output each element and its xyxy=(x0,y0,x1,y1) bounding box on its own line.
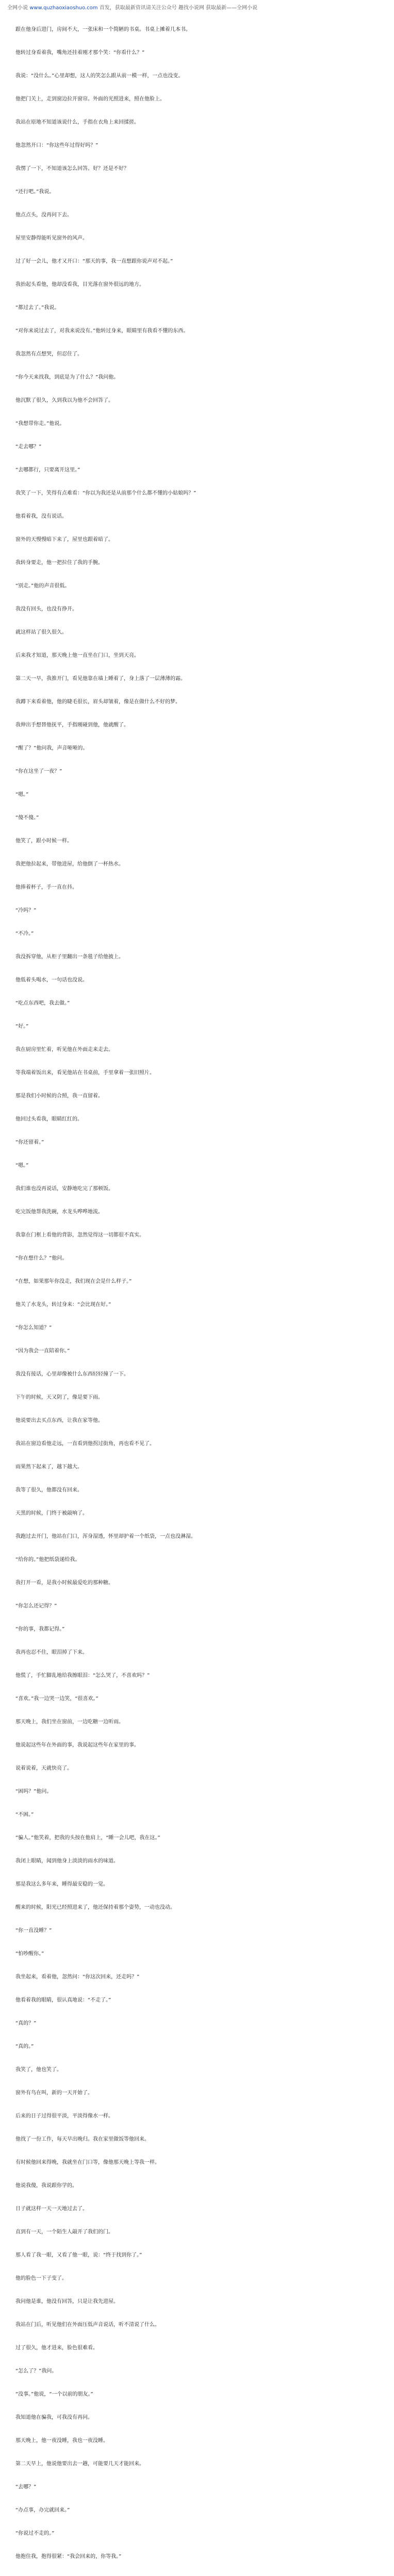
paragraph: 吃完饭他帮我洗碗，水龙头哗哗地流。 xyxy=(15,1209,103,1215)
paragraph: “你在想什么？”他问。 xyxy=(15,1256,68,1261)
paragraph: “对你来说过去了，对我来说没有。”他转过身来，眼睛里有我看不懂的东西。 xyxy=(15,328,189,334)
paragraph: 那人看了我一眼，又看了他一眼，说：“终于找到你了。” xyxy=(15,2252,142,2258)
paragraph: 我没有回头，也没有挣开。 xyxy=(15,606,77,612)
paragraph: 我把他拉起来，带他进屋，给他倒了一杯热水。 xyxy=(15,861,124,867)
paragraph: 天黑的时候，门终于被敲响了。 xyxy=(15,1511,88,1516)
paragraph: 我站在门后，听见他们在外面压低声音说话，听不清说了什么。 xyxy=(15,2322,160,2328)
paragraph: 过了很久，他才进来，脸色很难看。 xyxy=(15,2345,98,2351)
paragraph: 他回过头看我，眼睛红红的。 xyxy=(15,1116,83,1122)
paragraph: “都过去了。”我说。 xyxy=(15,305,60,311)
paragraph: 等我端着饭出来，看见他站在书桌前，手里拿着一张旧照片。 xyxy=(15,1070,155,1076)
paragraph: 我抬起头看他，他却没看我，目光落在窗外很远的地方。 xyxy=(15,282,144,287)
paragraph: 我站在原地不知道该说什么，手指在衣角上来回揉搓。 xyxy=(15,120,139,125)
notice-prefix: 全网小说 xyxy=(7,5,30,11)
paragraph: “傻不傻。” xyxy=(15,815,39,821)
paragraph: 我们谁也没再说话，安静地吃完了那顿饭。 xyxy=(15,1186,113,1192)
paragraph: “去哪都行，只要离开这里。” xyxy=(15,467,80,473)
paragraph: 他说要出去买点东西，让我在家等他。 xyxy=(15,1418,103,1423)
paragraph: “你还留着。” xyxy=(15,1140,44,1145)
paragraph: “喜欢。”我一边哭一边笑，“很喜欢。” xyxy=(15,1696,98,1702)
paragraph: 他说起这些年在外面的事，我说起这些年在家里的事。 xyxy=(15,1742,139,1748)
chapter-body xyxy=(0,13,394,2576)
site-link[interactable]: www.quzhaoxiaoshuo.com xyxy=(29,5,98,11)
paragraph: “你怎么知道？” xyxy=(15,1325,52,1331)
paragraph: 他看着我的眼睛，很认真地说：“不走了。” xyxy=(15,1997,111,2003)
paragraph: 我笑了，他也笑了。 xyxy=(15,2067,62,2073)
paragraph xyxy=(15,2569,379,2576)
paragraph: 我说：“没什么。”心里却想，这人的笑怎么跟从前一模一样，一点也没变。 xyxy=(15,73,184,79)
paragraph: 我打开一看，是我小时候最爱吃的那种糖。 xyxy=(15,1580,113,1586)
paragraph: 他忽然开口：“你这些年过得好吗？” xyxy=(15,143,98,148)
paragraph: 我没有接话，心里却像被什么东西轻轻撞了一下。 xyxy=(15,1371,129,1377)
paragraph: “你一直没睡？” xyxy=(15,1928,52,1934)
paragraph: 他转过身看着我，嘴角还挂着刚才那个笑：“你看什么？” xyxy=(15,50,145,56)
paragraph: 我跑过去开门，他站在门口，浑身湿透，怀里却护着一个纸袋，一点也没淋湿。 xyxy=(15,1534,196,1539)
paragraph: 他捧着杯子，手一直在抖。 xyxy=(15,885,77,890)
paragraph: “醒了？”他问我，声音哑哑的。 xyxy=(15,745,88,751)
paragraph: 后来我才知道，那天晚上他一直坐在门口，坐到天亮。 xyxy=(15,653,139,658)
paragraph: 他的脸色一下子变了。 xyxy=(15,2276,67,2281)
paragraph: 说着说着，天就快亮了。 xyxy=(15,1766,72,1771)
paragraph: 他关了水龙头，转过身来：“会比现在好。” xyxy=(15,1302,111,1308)
paragraph: 就这样站了很久很久。 xyxy=(15,630,67,635)
paragraph: “好。” xyxy=(15,1024,29,1029)
paragraph: 我愣了一下，不知道该怎么回答。好？还是不好？ xyxy=(15,166,129,172)
paragraph: 我没拆穿他，从柜子里翻出一条毯子给他披上。 xyxy=(15,954,124,960)
paragraph: 第二天一早，我推开门，看见他靠在墙上睡着了，身上落了一层薄薄的霜。 xyxy=(15,676,186,682)
paragraph: “你说过不走的。” xyxy=(15,2531,55,2536)
paragraph: “办点事，办完就回来。” xyxy=(15,2507,70,2513)
paragraph: 后来的日子过得很平淡，平淡得像水一样。 xyxy=(15,2113,113,2119)
paragraph: “不冷。” xyxy=(15,931,34,937)
paragraph: “吃点东西吧，我去做。” xyxy=(15,1001,70,1006)
paragraph: 我笑了一下，笑得有点难看：“你以为我还是从前那个什么都不懂的小姑娘吗？” xyxy=(15,490,196,496)
paragraph: 我站在窗边看他走远，一直看到他拐过街角，再也看不见了。 xyxy=(15,1441,155,1447)
paragraph: 我蹲下来看着他，他的睫毛很长，眉头却皱着，像是在做什么不好的梦。 xyxy=(15,699,180,705)
paragraph: 他点点头，没再问下去。 xyxy=(15,212,72,218)
paragraph: 屋里安静得能听见窗外的风声。 xyxy=(15,235,88,241)
paragraph: 他抱住我，抱得很紧：“我会回来的，你等我。” xyxy=(15,2554,122,2560)
paragraph: 那是我这么多年来，睡得最安稳的一觉。 xyxy=(15,1882,108,1887)
paragraph: 窗外有鸟在叫，新的一天开始了。 xyxy=(15,2090,93,2096)
paragraph: “你今天来找我，到底是为了什么？”我问他。 xyxy=(15,375,119,380)
paragraph: “困吗？”他问。 xyxy=(15,1789,52,1794)
paragraph: “不困。” xyxy=(15,1812,34,1818)
paragraph: 雨果然下起来了，越下越大。 xyxy=(15,1464,83,1470)
paragraph: 我再也忍不住，眼泪掉了下来。 xyxy=(15,1650,88,1655)
paragraph: “怎么了？”我问。 xyxy=(15,2368,57,2374)
paragraph: 我伸出手想替他抚平，手指刚碰到他，他就醒了。 xyxy=(15,722,129,728)
paragraph: 窗外的天慢慢暗下来了，屋里也跟着暗了。 xyxy=(15,537,113,543)
paragraph: “你在这坐了一夜？” xyxy=(15,769,62,774)
paragraph: 他说我傻，我说跟你学的。 xyxy=(15,2183,77,2189)
paragraph: “我想带你走。”他说。 xyxy=(15,421,65,427)
paragraph: 我靠在门框上看他的背影，忽然觉得这一切都很不真实。 xyxy=(15,1232,144,1238)
paragraph: 我知道他在骗我，可我没有再问。 xyxy=(15,2415,93,2420)
paragraph: 那天晚上，我们坐在窗前，一边吃糖一边听雨。 xyxy=(15,1719,124,1725)
paragraph: 他把门关上，走到窗边拉开窗帘。外面的光照进来，照在他脸上。 xyxy=(15,96,165,102)
paragraph: “在想，如果那年你没走，我们现在会是什么样子。” xyxy=(15,1279,132,1284)
paragraph: “走去哪？” xyxy=(15,444,42,450)
paragraph: 醒来的时候，阳光已经照进来了，他还保持着那个姿势，一动也没动。 xyxy=(15,1905,175,1910)
paragraph: 那是我们小时候的合照，我一直留着。 xyxy=(15,1093,103,1099)
paragraph: 直到有一天，一个陌生人敲开了我们的门。 xyxy=(15,2229,113,2235)
paragraph: 有时候他回来得晚，我就坐在门口等，像他那天晚上等我一样。 xyxy=(15,2160,160,2165)
paragraph: 他笑了，跟小时候一样。 xyxy=(15,838,72,844)
paragraph: 我在厨房里忙着，听见他在外面走来走去。 xyxy=(15,1047,113,1053)
paragraph: “真的。” xyxy=(15,2044,34,2049)
paragraph: 我问他是谁，他没有回答，只是让我先进屋。 xyxy=(15,2299,119,2304)
source-notice xyxy=(0,0,394,13)
paragraph: “真的？” xyxy=(15,2021,37,2026)
paragraph: “因为我会一直陪着你。” xyxy=(15,1348,70,1354)
paragraph: “怕吵醒你。” xyxy=(15,1951,44,1957)
paragraph: 他看着我，没有说话。 xyxy=(15,514,67,519)
paragraph: 那天晚上，他一夜没睡，我也一夜没睡。 xyxy=(15,2438,108,2444)
paragraph: “去哪？” xyxy=(15,2484,37,2490)
paragraph: 我闭上眼睛，闻到他身上淡淡的雨水的味道。 xyxy=(15,1858,119,1864)
paragraph: “别走。”他的声音很低。 xyxy=(15,583,70,589)
paragraph: 我坐起来，看着他，忽然问：“你这次回来，还走吗？” xyxy=(15,1974,140,1980)
paragraph: 跟在他身后进门，房间不大，一张床和一个简陋的书桌。书桌上摊着几本书。 xyxy=(15,27,191,32)
paragraph: 他找了一份工作，每天早出晚归。我在家里做饭等他回来。 xyxy=(15,2137,150,2142)
paragraph: 他慌了，手忙脚乱地给我擦眼泪：“怎么哭了，不喜欢吗？” xyxy=(15,1673,150,1679)
paragraph: 第二天早上，他说他要出去一趟，可能要几天才能回来。 xyxy=(15,2461,144,2467)
paragraph: 他沉默了很久，久到我以为他不会回答了。 xyxy=(15,398,113,403)
paragraph: 过了好一会儿，他才又开口：“那天的事，我一直想跟你说声对不起。” xyxy=(15,259,173,264)
paragraph: 他低着头喝水，一句话也没说。 xyxy=(15,977,88,983)
paragraph: “嗯。” xyxy=(15,792,29,798)
paragraph: “骗人。”他笑着，把我的头按在他肩上，“睡一会儿吧，我在这。” xyxy=(15,1835,160,1841)
paragraph: 日子就这样一天一天地过去了。 xyxy=(15,2206,88,2212)
paragraph: “你的事，我都记得。” xyxy=(15,1626,65,1632)
paragraph: 下午的时候，天又阴了，像是要下雨。 xyxy=(15,1395,103,1400)
paragraph: “你怎么还记得？” xyxy=(15,1603,57,1609)
paragraph: “没事。”他说，“一个以前的朋友。” xyxy=(15,2392,93,2397)
paragraph: 我转身要走，他一把拉住了我的手腕。 xyxy=(15,560,103,566)
paragraph: “嗯。” xyxy=(15,1163,29,1168)
notice-suffix: 首发，获取最新资讯请关注公众号 趣找小说网 获取最新——全网小说 xyxy=(97,5,258,11)
paragraph: 我等了很久，他都没有回来。 xyxy=(15,1487,83,1493)
paragraph: “还行吧。”我说。 xyxy=(15,189,55,195)
paragraph: “冷吗？” xyxy=(15,908,37,913)
paragraph: 我忽然有点想哭，但忍住了。 xyxy=(15,351,83,357)
paragraph: “给你的。”他把纸袋递给我。 xyxy=(15,1557,80,1563)
